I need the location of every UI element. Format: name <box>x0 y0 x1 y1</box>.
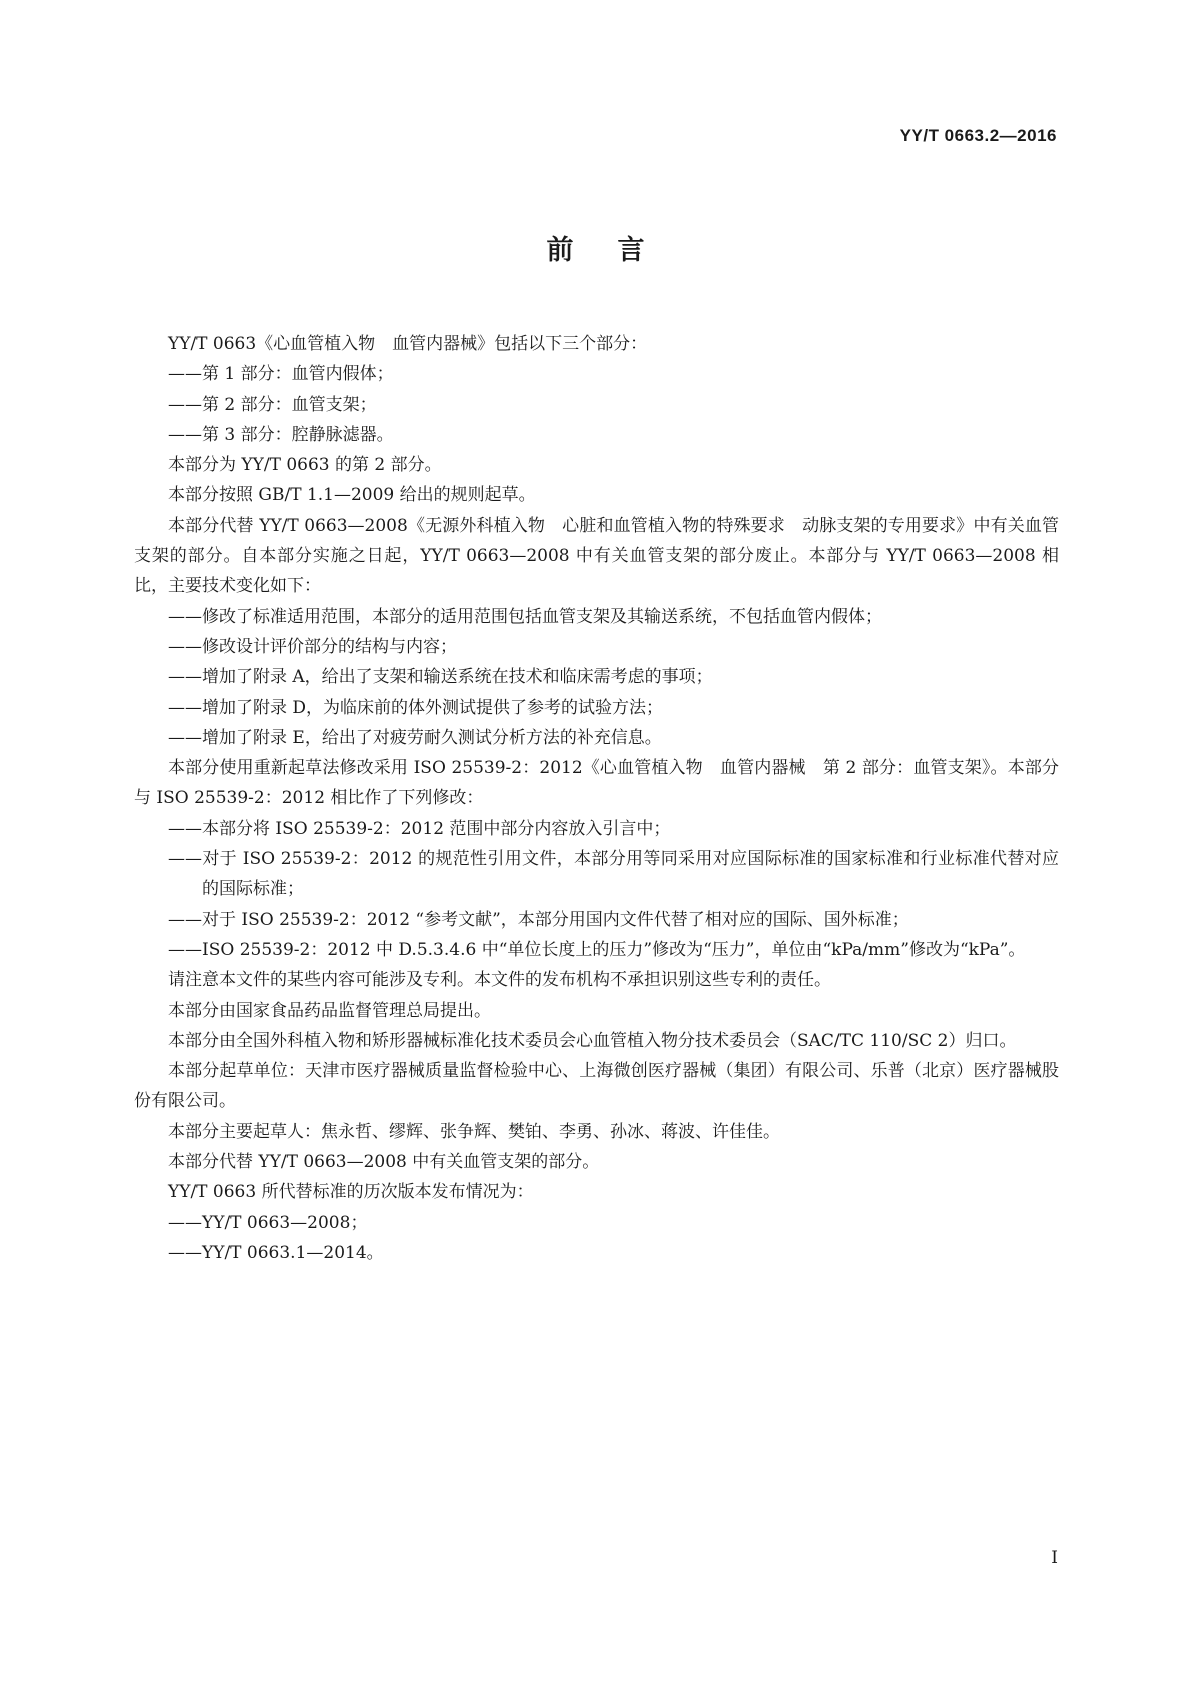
list-item: ——YY/T 0663—2008； <box>168 1212 368 1233</box>
list-item: ——对于 ISO 25539-2：2012 “参考文献”，本部分用国内文件代替了相对应的国际、国外标准； <box>168 909 909 930</box>
page-number: Ⅰ <box>1051 1548 1058 1568</box>
paragraph: YY/T 0663《心血管植入物 血管内器械》包括以下三个部分： <box>168 334 648 354</box>
paragraph: 本部分为 YY/T 0663 的第 2 部分。 <box>168 455 442 476</box>
paragraph: 本部分由全国外科植入物和矫形器械标准化技术委员会心血管植入物分技术委员会（SAC/TC 110/SC 2）归口。 <box>168 1030 1017 1051</box>
foreword-body <box>134 329 1059 1268</box>
paragraph: YY/T 0663 所代替标准的历次版本发布情况为： <box>168 1182 534 1203</box>
list-item: ——本部分将 ISO 25539-2：2012 范围中部分内容放入引言中； <box>168 818 671 839</box>
list-item: ——修改设计评价部分的结构与内容； <box>168 636 457 657</box>
paragraph: 本部分主要起草人：焦永哲、缪辉、张争辉、樊铂、李勇、孙冰、蒋波、许佳佳。 <box>168 1121 780 1142</box>
paragraph: 本部分代替 YY/T 0663—2008 中有关血管支架的部分。 <box>168 1152 600 1173</box>
paragraph: 本部分由国家食品药品监督管理总局提出。 <box>168 1000 491 1021</box>
list-item: ——第 2 部分：血管支架； <box>168 394 377 415</box>
list-item: ——修改了标准适用范围，本部分的适用范围包括血管支架及其输送系统，不包括血管内假体； <box>168 606 882 627</box>
paragraph: 本部分起草单位：天津市医疗器械质量监督检验中心、上海微创医疗器械（集团）有限公司、乐普（北京）医疗器械股份有限公司。 <box>134 1061 1059 1112</box>
list-item: ——ISO 25539-2：2012 中 D.5.3.4.6 中“单位长度上的压力”修改为“压力”，单位由“kPa/mm”修改为“kPa”。 <box>168 939 1026 960</box>
list-item: ——第 3 部分：腔静脉滤器。 <box>168 424 394 445</box>
standard-code: YY/T 0663.2—2016 <box>899 126 1057 145</box>
list-item: ——增加了附录 E，给出了对疲劳耐久测试分析方法的补充信息。 <box>168 727 662 748</box>
list-item: ——第 1 部分：血管内假体； <box>168 364 394 385</box>
page-title: 前言 <box>546 235 689 266</box>
list-item: ——增加了附录 A，给出了支架和输送系统在技术和临床需考虑的事项； <box>168 667 713 688</box>
paragraph: 本部分按照 GB/T 1.1—2009 给出的规则起草。 <box>168 485 536 506</box>
list-item: ——增加了附录 D，为临床前的体外测试提供了参考的试验方法； <box>168 697 664 718</box>
list-item: ——对于 ISO 25539-2：2012 的规范性引用文件，本部分用等同采用对应国际标准的国家标准和行业标准代替对应的国际标准； <box>168 849 1059 900</box>
paragraph: 请注意本文件的某些内容可能涉及专利。本文件的发布机构不承担识别这些专利的责任。 <box>168 970 831 991</box>
paragraph: 本部分使用重新起草法修改采用 ISO 25539-2：2012《心血管植入物 血管内器械 第 2 部分：血管支架》。本部分与 ISO 25539-2：2012 相比作了下列修改： <box>134 758 1059 809</box>
paragraph: 本部分代替 YY/T 0663—2008《无源外科植入物 心脏和血管植入物的特殊要求 动脉支架的专用要求》中有关血管支架的部分。自本部分实施之日起，YY/T 0663—2008 中有关血管支架的部分废止。本部分与 YY/T 0663—2008 相比，主要技术变化如下： <box>134 515 1059 597</box>
list-item: ——YY/T 0663.1—2014。 <box>168 1242 384 1263</box>
